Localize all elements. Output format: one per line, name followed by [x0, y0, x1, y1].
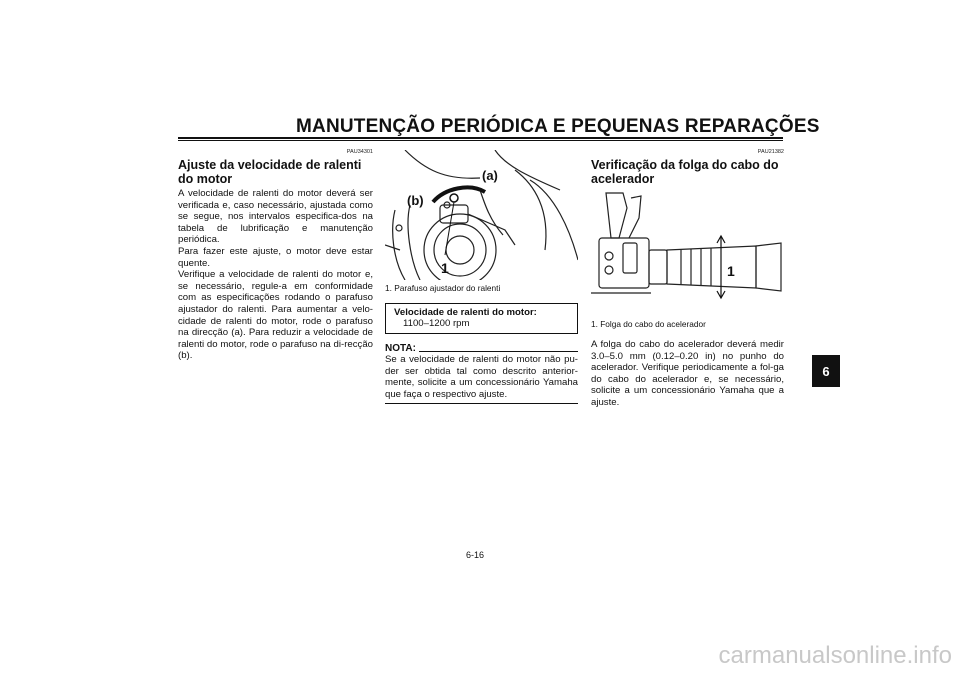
watermark: carmanualsonline.info: [718, 642, 952, 669]
throttle-grip-figure: [591, 188, 784, 316]
section-code: PAU34301: [346, 149, 373, 155]
engine-illustration: [385, 150, 578, 280]
figure-caption: 1. Folga do cabo do acelerador: [591, 319, 706, 329]
column-throttle-cable: [591, 149, 784, 409]
note-header: [385, 343, 578, 354]
figure-callout: 1: [727, 263, 735, 279]
note-end-rule: [385, 403, 578, 404]
section-code: PAU21382: [757, 149, 784, 155]
section-body: A velocidade de ralenti do motor deverá ser verificada e, caso necessário, ajustada como se segue, nos intervalos especifica-dos na tabela de lubrificação e manutenção periódica. Para fazer este ajuste, o motor deve estar quente. Verifique a velocidade de ralenti do motor e, se necessário, regule-a em conformidade com as especificações rodando o parafuso ajustador do ralenti. Para aumentar a velo-cidade de ralenti do motor, rode o parafuso na direcção (a). Para reduzir a velocidade de ralenti do motor, rode o parafuso na di-recção (b).: [178, 188, 373, 362]
chapter-tab: 6: [812, 355, 840, 387]
figure-caption: 1. Parafuso ajustador do ralenti: [385, 283, 501, 293]
page-number: 6-16: [466, 550, 485, 560]
column-idle-speed: [178, 149, 373, 362]
direction-label-a: (a): [482, 168, 498, 183]
direction-label-b: (b): [407, 193, 424, 208]
note-rule: [419, 351, 578, 352]
spec-box: [385, 303, 578, 334]
header-rule: [178, 137, 783, 141]
note-body: Se a velocidade de ralenti do motor não pu-der ser obtida tal como descrito anterior-mente, solicite a um concessionário Yamaha que faça o respectivo ajuste.: [385, 354, 578, 400]
column-figure-idle: [385, 150, 578, 404]
page-header-title: MANUTENÇÃO PERIÓDICA E PEQUENAS REPARAÇÕES: [296, 116, 820, 137]
idle-screw-figure: [385, 150, 578, 280]
spec-label: Velocidade de ralenti do motor:: [394, 307, 537, 318]
section-body: A folga do cabo do acelerador deverá medir 3.0–5.0 mm (0.12–0.20 in) no punho do acelerador. Verifique periodicamente a fol-ga do cabo do acelerador e, se necessário, solicite a um concessionário Yamaha que a ajuste.: [591, 339, 784, 408]
throttle-illustration: [591, 188, 784, 316]
figure-callout: 1: [441, 260, 449, 276]
spec-value: 1100–1200 rpm: [403, 318, 470, 329]
section-title: Ajuste da velocidade de ralenti do motor: [178, 158, 362, 186]
note-title: NOTA:: [385, 343, 416, 354]
section-title: Verificação da folga do cabo do acelerador: [591, 158, 779, 186]
